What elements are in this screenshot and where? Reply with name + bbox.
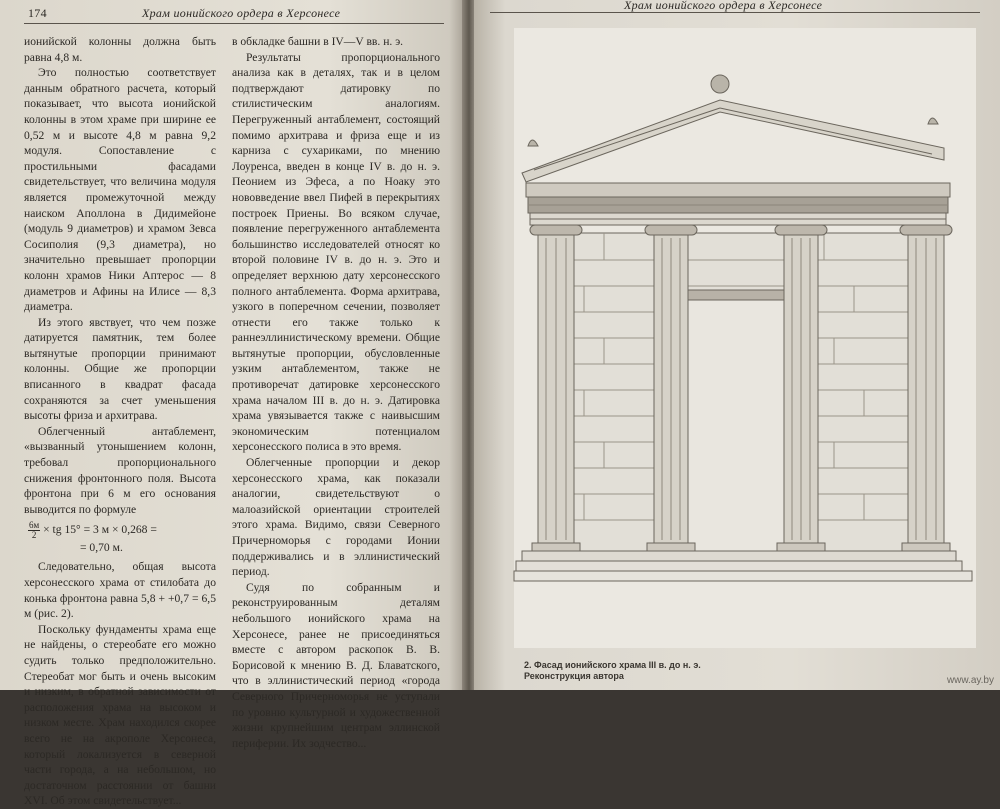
side-acroterion [928, 118, 938, 124]
figure-temple-facade [514, 28, 976, 648]
left-page [0, 0, 468, 808]
formula-line-2: = 0,70 м. [80, 541, 123, 555]
column-base [532, 543, 580, 551]
formula-numerator: 6м [29, 520, 40, 531]
paragraph: Из этого явствует, что чем позже датируется памятник, тем более вытянутые пропорции принимают колонны. Общие же пропорции вписанного в квадрат фасада сохраняются за счет уменьшения высоты фриза и архитрава. [24, 315, 216, 423]
watermark: www.ay.by [946, 675, 994, 686]
header-rule [24, 23, 444, 24]
running-head-left: Храм ионийского ордера в Херсонесе [142, 6, 341, 20]
paragraph: Это полностью соответствует данным обратного расчета, который показывает, что высота ионийской колонны в этом храме при ширине ее 0,52 м и высоте 4,8 м равна 9,2 модуля. Сопоставление с простильными фасадами свидетельствует, что величина модуля является промежуточной между наиском Аполлона в Дидимейоне (модуль 9 диаметров) и храмом Зевса Сосиполия (9,3 диаметра), но значительно превышает пропорции колонн храмов Ники Аптерос — 8 диаметров и Афины на Илисе — 8,3 диаметра. [24, 66, 216, 314]
temple-facade-drawing [514, 28, 976, 648]
paragraph: в обкладке башни в IV—V вв. н. э. [232, 35, 404, 48]
paragraph: ионийской колонны должна быть равна 4,8 м. [24, 35, 216, 64]
paragraph: Облегченный антаблемент, «вызванный утонышением колонн, требовал пропорционального снижения фронтонного поля. Высота фронтона при 6 м его основания выводится по формуле [24, 424, 216, 516]
caption-line-2: Реконструкция автора [524, 671, 624, 681]
caption-line-1: 2. Фасад ионийского храма III в. до н. э. [524, 660, 701, 670]
step [514, 571, 972, 581]
right-page [474, 0, 1000, 690]
central-acroterion [711, 75, 729, 93]
ionic-capital [775, 225, 827, 235]
paragraph: Следовательно, общая высота херсонесского храма от стилобата до конька фронтона равна 5,8 + +0,7 = 6,5 м (рис. 2). [24, 560, 216, 621]
ionic-capital [900, 225, 952, 235]
ionic-capital [530, 225, 582, 235]
text-column-2 [232, 34, 440, 751]
column-base [902, 543, 950, 551]
cornice [526, 183, 950, 197]
running-head-right: Храм ионийского ордера в Херсонесе [624, 0, 823, 12]
paragraph: Поскольку фундаменты храма еще не найдены, о стереобате его можно судить только предположительно. Стереобат мог быть и очень высоким и низким, в обратной зависимости от расположения храма на высоком и низком месте. Храм находился скорее всего не на акрополе Херсонеса, который локализуется в северной части города, а на небольшом, но достаточном расстоянии от башни XVI. Об этом свидетельствует... [24, 622, 216, 808]
paragraph: Облегченные пропорции и декор херсонесского храма, как показали аналогии, свидетельствуют о малоазийской ориентации строителей этого храма. Видимо, связи Северного Причерноморья с городами Ионии поддерживались и в эллинистический период. [232, 456, 440, 579]
header-rule [490, 12, 980, 13]
column-base [647, 543, 695, 551]
formula-denominator: 2 [31, 530, 37, 541]
stylobate [522, 551, 956, 561]
formula-line-1: × tg 15° = 3 м × 0,268 = [43, 523, 157, 537]
ionic-capital [645, 225, 697, 235]
figure-caption [524, 660, 964, 682]
step [516, 561, 962, 571]
formula-fraction [28, 521, 40, 540]
page-number: 174 [28, 6, 47, 20]
pediment [522, 100, 944, 182]
paragraph: Результаты пропорционального анализа как в деталях, так и в целом подтверждают датировку по стилистическим аналогиям. Перегруженный антаблемент, состоящий помимо архитрава и фриза еще и из карниза с сухариками, по мнению Лоуренса, введен в конце IV в. до н. э. Пеонием из Эфеса, а по Ноаку это нововведение ввел Пифей в перекрытиях построек Приены. Во всяком случае, появление перегруженного антаблемента большинство исследователей относят ко второй половине IV в. до н. э. Это и определяет верхнюю дату херсонесского полного антаблемента. Форма архитрава, узкого в поперечном сечении, позволяет отнести его также только к раннеэллинистическому времени. Общие вытянутые пропорции, обусловленные узким антаблементом, также не противоречат датировке херсонесского храма началом III в. до н. э. Датировка храма увязывается также с наивысшим экономическим потенциалом херсонесского полиса в это время. [232, 50, 440, 454]
text-column-1 [24, 34, 216, 809]
formula [28, 521, 216, 555]
paragraph: Судя по собранным и реконструированным деталям небольшого ионийского храма на Херсонесе, ранее не присоединяться вместе с автором раскопок В. В. Борисовой к мнению В. Д. Блаватского, что в эллинистический период «города Северного Причерноморья не уступали по уровню культурной и художественной жизни крупнейшим центрам эллинской периферии. Их зодчество... [232, 580, 440, 750]
column-base [777, 543, 825, 551]
side-acroterion [528, 140, 538, 146]
